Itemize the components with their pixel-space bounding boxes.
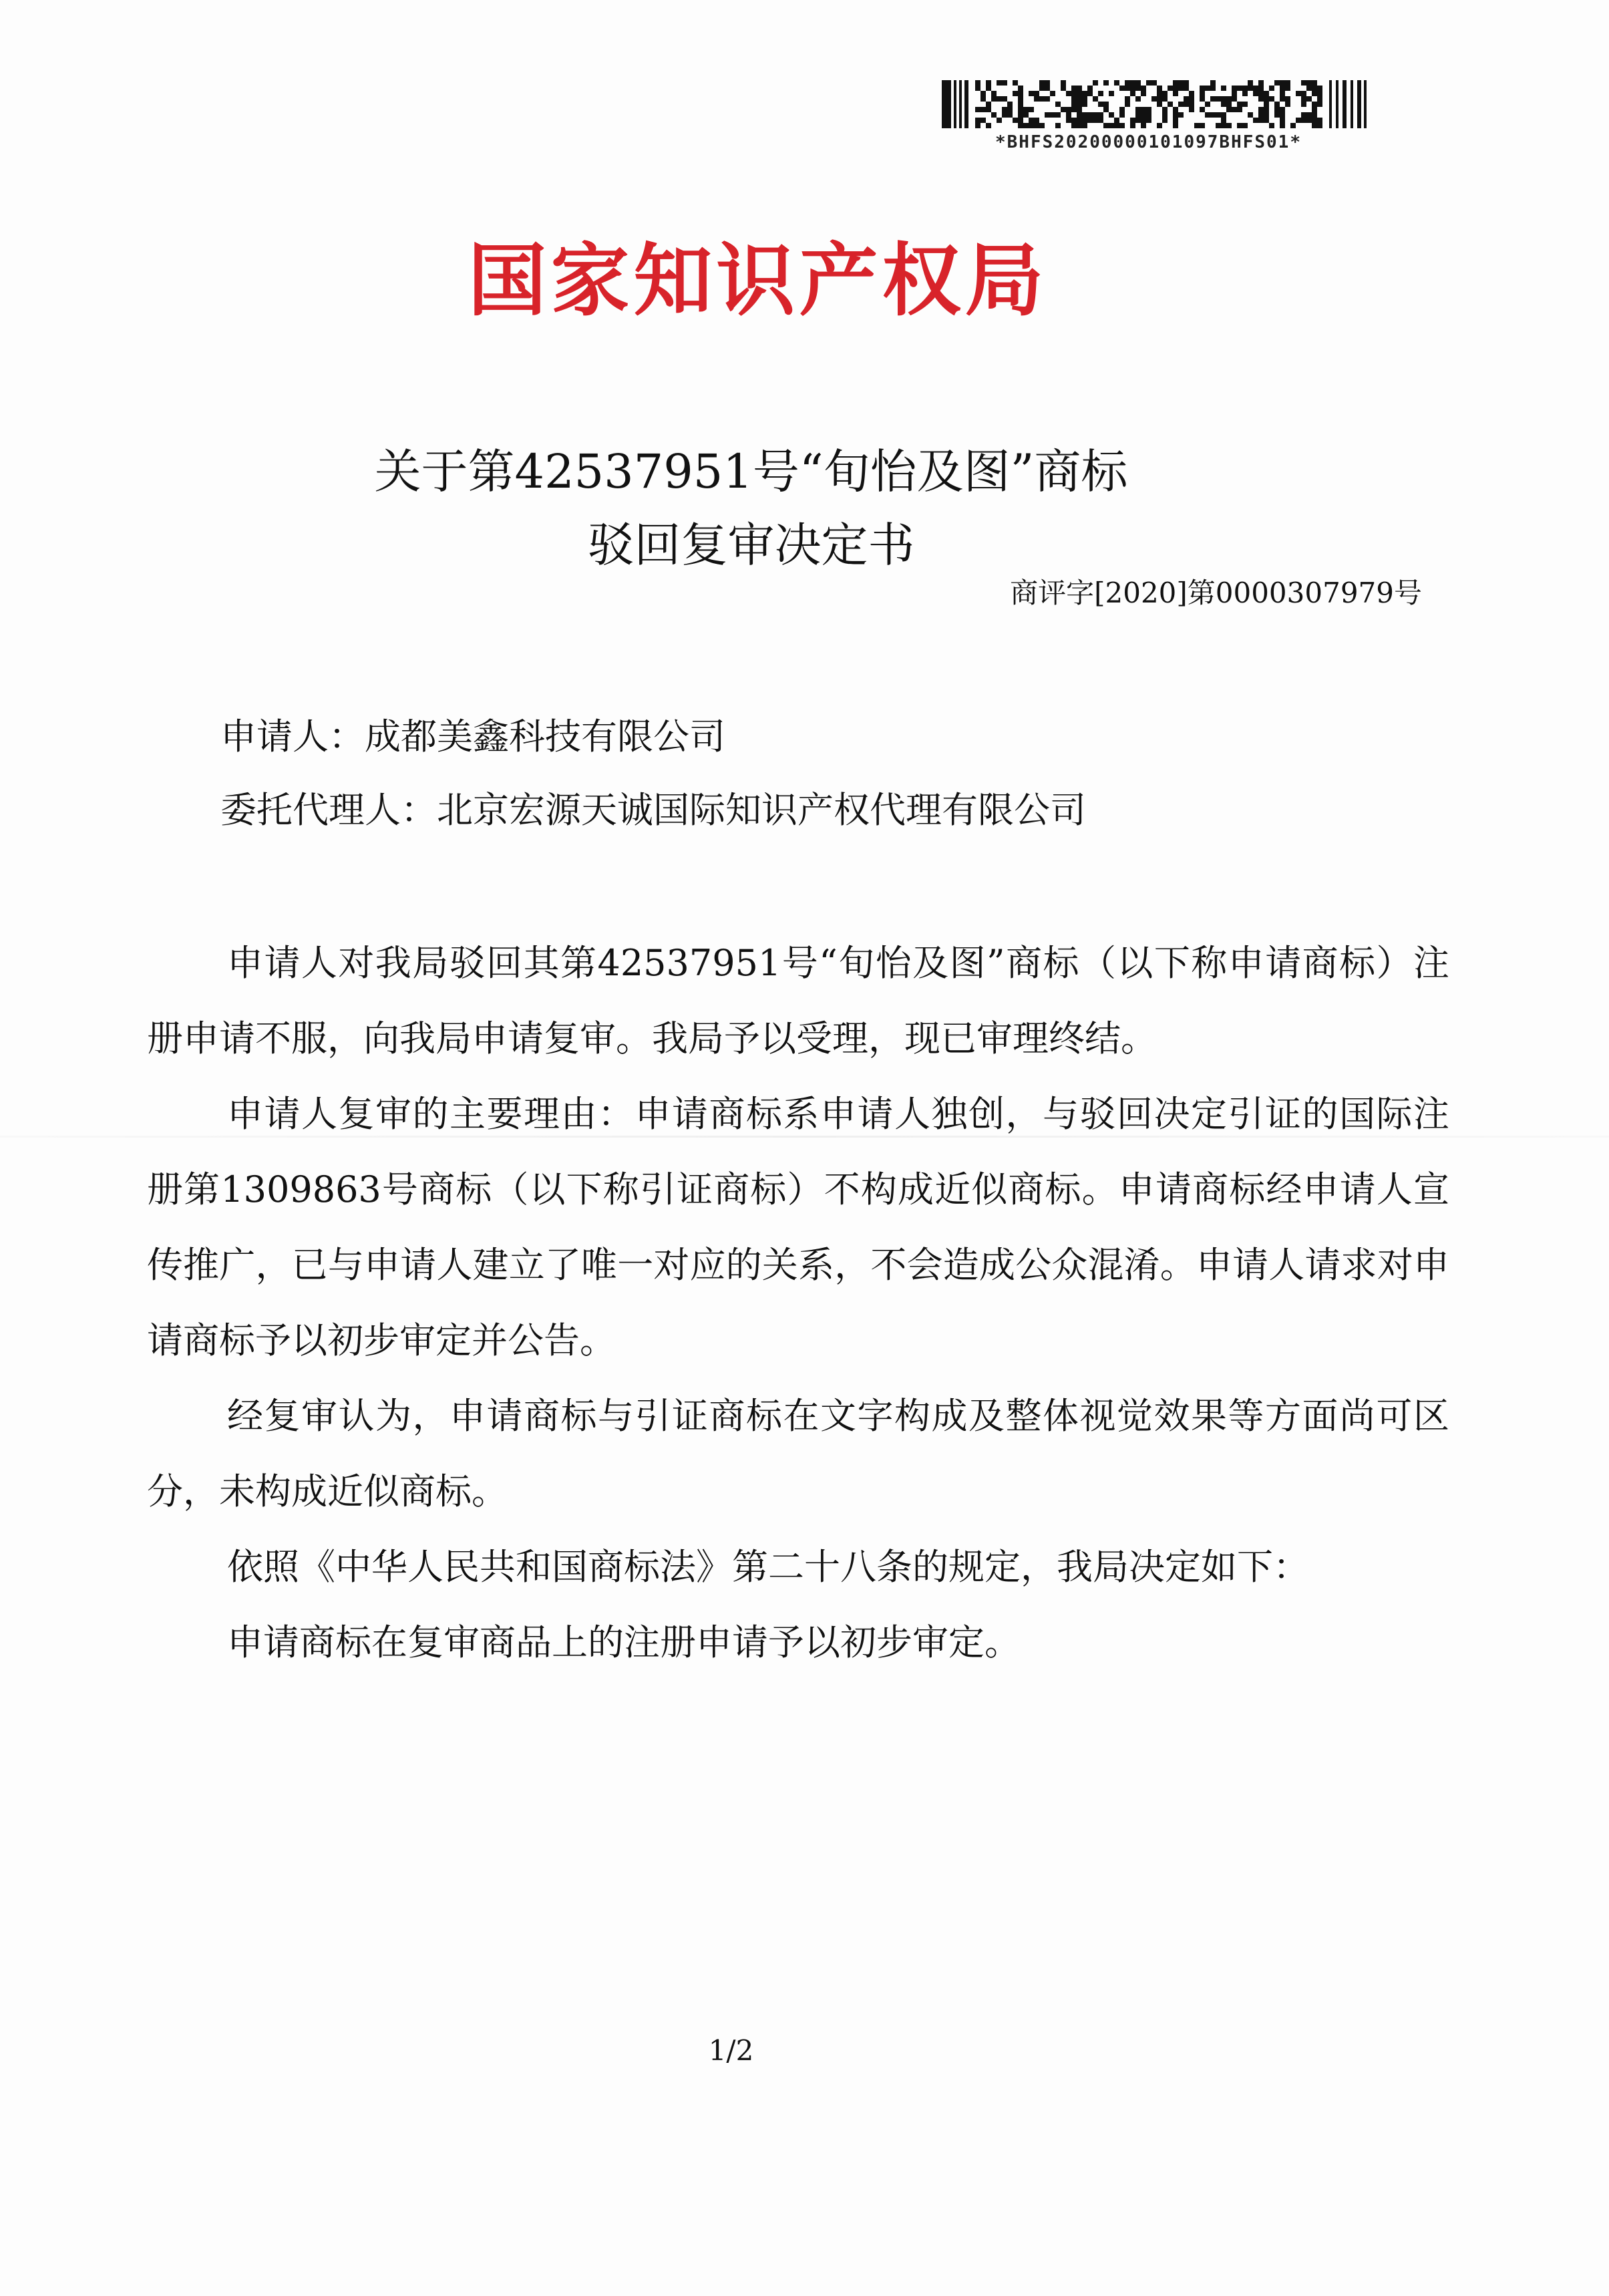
- page-number: 1/2: [708, 2034, 754, 2067]
- document-title-line2: 驳回复审决定书: [587, 518, 915, 572]
- decision-body: [147, 925, 1449, 1680]
- agency-name: 国家知识产权局: [468, 234, 1048, 327]
- document-number: 商评字[2020]第0000307979号: [1010, 577, 1422, 609]
- barcode-text: *BHFS20200000101097BHFS01*: [995, 132, 1302, 152]
- barcode-block: [942, 80, 1369, 160]
- document-title-line1: 关于第42537951号“旬怡及图”商标: [374, 444, 1128, 499]
- applicant-line: 申请人：成都美鑫科技有限公司: [220, 715, 725, 758]
- paragraph: 申请商标在复审商品上的注册申请予以初步审定。: [227, 1621, 1021, 1663]
- paragraph: 经复审认为，申请商标与引证商标在文字构成及整体视觉效果等方面尚可区分，未构成近似商标。: [147, 1395, 1449, 1512]
- paragraph: 申请人对我局驳回其第42537951号“旬怡及图”商标（以下称申请商标）注册申请不服，向我局申请复审。我局予以受理，现已审理终结。: [147, 942, 1449, 1059]
- agent-line: 委托代理人：北京宏源天诚国际知识产权代理有限公司: [220, 789, 1086, 831]
- paragraph: 申请人复审的主要理由：申请商标系申请人独创，与驳回决定引证的国际注册第1309863号商标（以下称引证商标）不构成近似商标。申请商标经申请人宣传推广，已与申请人建立了唯一对应的关系，不会造成公众混淆。申请人请求对申请商标予以初步审定并公告。: [147, 1093, 1449, 1361]
- paragraph: 依照《中华人民共和国商标法》第二十八条的规定，我局决定如下：: [227, 1546, 1309, 1588]
- barcode-image: [942, 80, 1369, 128]
